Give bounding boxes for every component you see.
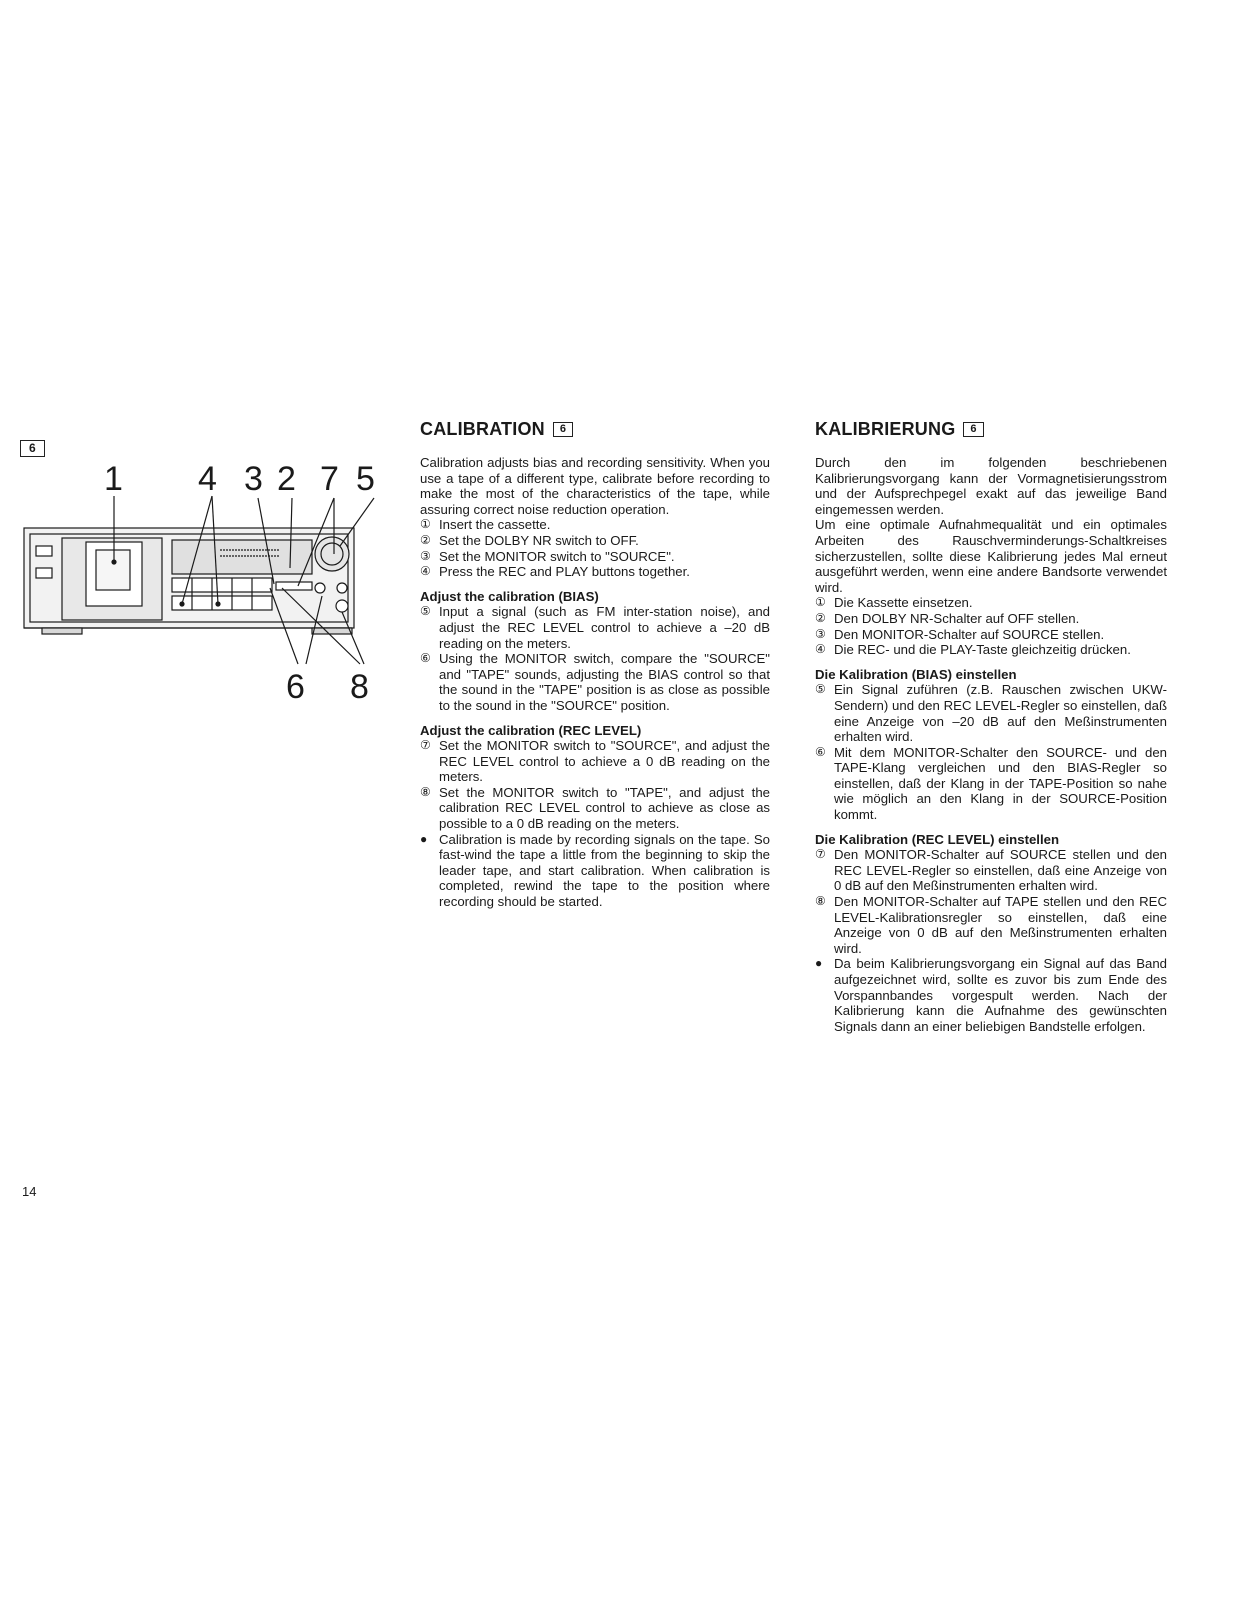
step-text: Calibration is made by recording signals on the tape. So fast-wind the tape a little from the beginning to skip the leader tape, and start calibration. When calibration is completed, rewind the tape to the position where recording should be started. bbox=[439, 831, 770, 910]
step-number: ② bbox=[420, 532, 431, 547]
callout-3: 3 bbox=[244, 460, 263, 498]
step-number: ④ bbox=[815, 642, 826, 657]
figure-ref-label: 6 bbox=[20, 440, 45, 457]
list-item bbox=[420, 549, 770, 565]
german-bias-steps bbox=[815, 682, 1167, 822]
step-number: ⑥ bbox=[815, 744, 826, 759]
step-number: ⑦ bbox=[420, 738, 431, 753]
english-column bbox=[420, 418, 770, 910]
step-number: ⑤ bbox=[420, 604, 431, 619]
list-item bbox=[815, 956, 1167, 1034]
step-text: Ein Signal zuführen (z.B. Rauschen zwischen UKW-Sendern) und den REC LEVEL-Regler so einstellen, daß eine Anzeige von –20 dB auf den Meßinstrumenten erhalten wird. bbox=[834, 682, 1167, 745]
step-number: ⑧ bbox=[420, 784, 431, 799]
list-item bbox=[420, 564, 770, 580]
step-text: Insert the cassette. bbox=[439, 517, 551, 533]
english-heading bbox=[420, 418, 770, 440]
step-number: ② bbox=[815, 610, 826, 625]
bullet: ● bbox=[420, 831, 428, 846]
callout-6: 6 bbox=[286, 668, 305, 706]
callout-5: 5 bbox=[356, 460, 375, 498]
step-text: Set the DOLBY NR switch to OFF. bbox=[439, 532, 639, 548]
english-title: CALIBRATION bbox=[420, 419, 545, 439]
step-text: Set the MONITOR switch to "TAPE", and adjust the calibration REC LEVEL control to achieve as close as possible to a 0 dB reading on the meters. bbox=[439, 784, 770, 832]
list-item bbox=[815, 894, 1167, 956]
list-item bbox=[420, 738, 770, 785]
step-text: Press the REC and PLAY buttons together. bbox=[439, 564, 690, 580]
list-item bbox=[815, 642, 1167, 658]
step-number: ⑥ bbox=[420, 651, 431, 666]
step-text: Den DOLBY NR-Schalter auf OFF stellen. bbox=[834, 610, 1080, 626]
german-steps bbox=[815, 595, 1167, 657]
german-intro-2: Um eine optimale Aufnahmequalität und ein optimales Arbeiten des Rauschverminderungs-Schaltkreises sicherzustellen, sollte diese Kalibrierung jedes Mal erneut ausgeführt werden, wenn eine andere Bandsorte verwendet wird. bbox=[815, 517, 1167, 595]
german-rec-heading: Die Kalibration (REC LEVEL) einstellen bbox=[815, 831, 1060, 847]
english-steps bbox=[420, 517, 770, 579]
step-text: Mit dem MONITOR-Schalter den SOURCE- und den TAPE-Klang vergleichen und den BIAS-Regler so einstellen, daß der Klang in der TAPE-Position so nahe wie möglich an den Klang in der SOURCE-Position kommt. bbox=[834, 744, 1167, 823]
step-text: Den MONITOR-Schalter auf SOURCE stellen. bbox=[834, 626, 1105, 642]
list-item bbox=[420, 651, 770, 713]
step-number: ⑦ bbox=[815, 847, 826, 862]
step-text: Den MONITOR-Schalter auf TAPE stellen und den REC LEVEL-Kalibrationsregler so einstellen, daß eine Anzeige von 0 dB auf den Meßinstrumenten erhalten wird. bbox=[834, 894, 1167, 956]
callout-7: 7 bbox=[320, 460, 339, 498]
list-item bbox=[815, 682, 1167, 744]
list-item bbox=[815, 595, 1167, 611]
step-number: ① bbox=[420, 517, 431, 532]
step-number: ⑧ bbox=[815, 894, 826, 909]
english-rec-steps bbox=[420, 738, 770, 910]
callout-4: 4 bbox=[198, 460, 217, 498]
callout-2: 2 bbox=[277, 460, 296, 498]
page-number: 14 bbox=[22, 1184, 37, 1199]
english-rec-heading: Adjust the calibration (REC LEVEL) bbox=[420, 722, 642, 738]
list-item bbox=[815, 627, 1167, 643]
list-item bbox=[420, 785, 770, 832]
step-number: ③ bbox=[420, 548, 431, 563]
list-item bbox=[420, 533, 770, 549]
english-bias-steps bbox=[420, 604, 770, 713]
step-text: Set the MONITOR switch to "SOURCE", and adjust the REC LEVEL control to achieve a 0 dB reading on the meters. bbox=[439, 738, 770, 785]
german-column bbox=[815, 418, 1167, 1034]
step-number: ⑤ bbox=[815, 682, 826, 697]
list-item bbox=[815, 611, 1167, 627]
callout-8: 8 bbox=[350, 668, 369, 706]
list-item bbox=[815, 847, 1167, 894]
german-title: KALIBRIERUNG bbox=[815, 419, 956, 439]
english-title-ref: 6 bbox=[553, 422, 573, 437]
step-number: ① bbox=[815, 595, 826, 610]
step-text: Den MONITOR-Schalter auf SOURCE stellen und den REC LEVEL-Regler so einstellen, daß eine Anzeige von 0 dB auf den Meßinstrumenten erhalten wird. bbox=[834, 847, 1167, 894]
german-title-ref: 6 bbox=[963, 422, 983, 437]
english-bias-heading: Adjust the calibration (BIAS) bbox=[420, 588, 599, 604]
step-text: Set the MONITOR switch to "SOURCE". bbox=[439, 548, 675, 564]
step-text: Using the MONITOR switch, compare the "SOURCE" and "TAPE" sounds, adjusting the BIAS control so that the sound in the "TAPE" position is as close as possible to the sound in the "SOURCE" position. bbox=[439, 651, 770, 713]
cassette-deck-illustration bbox=[22, 458, 382, 708]
german-bias-heading: Die Kalibration (BIAS) einstellen bbox=[815, 666, 1017, 682]
list-item bbox=[420, 832, 770, 910]
list-item bbox=[420, 517, 770, 533]
step-text: Da beim Kalibrierungsvorgang ein Signal auf das Band aufgezeichnet wird, sollte es zuvor bis zum Ende des Vorspannbandes vorgespult werden. Nach der Kalibrierung kann die Aufnahme des gewünschten Signals dann an einer beliebigen Bandstelle erfolgen. bbox=[834, 956, 1167, 1034]
german-heading bbox=[815, 418, 1167, 440]
step-text: Input a signal (such as FM inter-station noise), and adjust the REC LEVEL control to achieve a –20 dB reading on the meters. bbox=[439, 604, 770, 651]
list-item bbox=[420, 604, 770, 651]
german-intro-1: Durch den im folgenden beschriebenen Kalibrierungsvorgang kann der Vormagnetisierungsstrom und der Aufsprechpegel exakt auf das jeweilige Band eingemessen werden. bbox=[815, 455, 1167, 517]
step-number: ③ bbox=[815, 626, 826, 641]
callout-1: 1 bbox=[104, 460, 123, 498]
english-intro: Calibration adjusts bias and recording sensitivity. When you use a tape of a different type, calibrate before recording to make the most of the characteristics of the tape, while assuring correct noise reduction operation. bbox=[420, 455, 770, 517]
bullet: ● bbox=[815, 956, 823, 971]
step-number: ④ bbox=[420, 564, 431, 579]
step-text: Die Kassette einsetzen. bbox=[834, 595, 973, 611]
german-rec-steps bbox=[815, 847, 1167, 1034]
step-text: Die REC- und die PLAY-Taste gleichzeitig drücken. bbox=[834, 642, 1131, 658]
list-item bbox=[815, 745, 1167, 823]
